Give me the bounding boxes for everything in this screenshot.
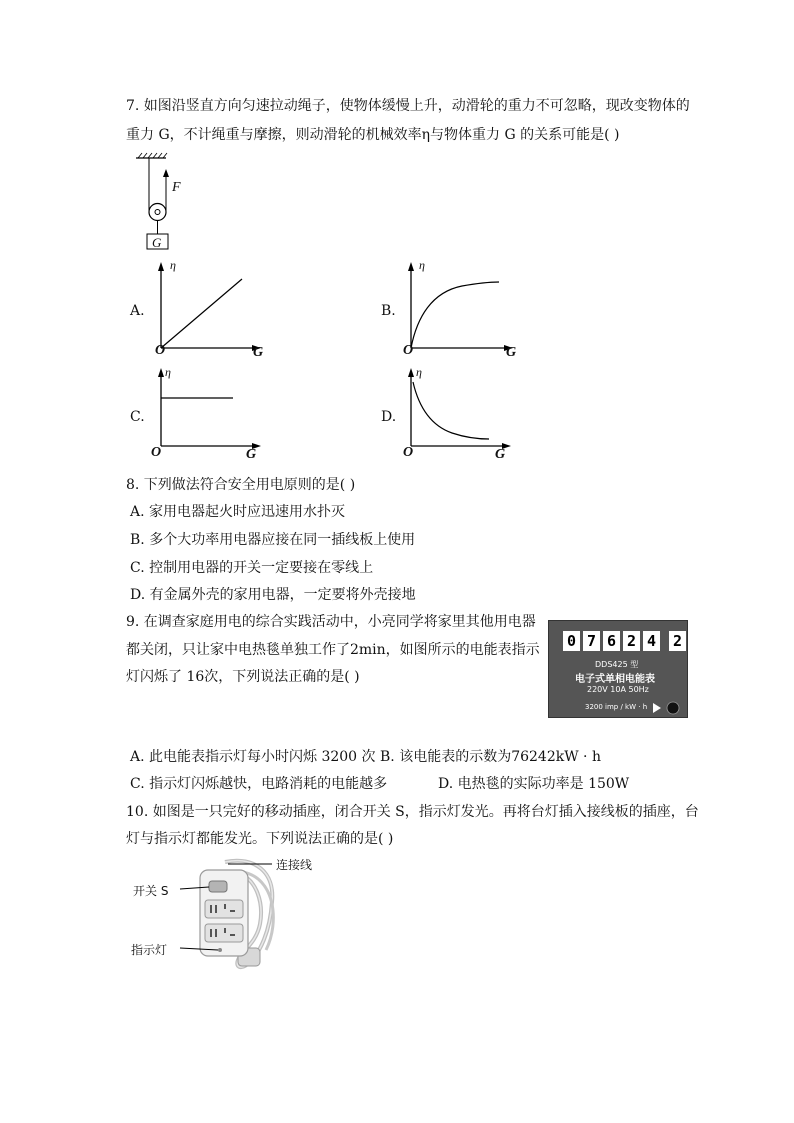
q7-stem-line2: 重力 G，不计绳重与摩擦，则动滑轮的机械效率η与物体重力 G 的关系可能是( ) [126, 127, 620, 143]
graph-a [157, 262, 267, 357]
graph-d [407, 368, 517, 453]
q9-option-a[interactable]: A. 此电能表指示灯每小时闪烁 3200 次 [130, 749, 376, 765]
meter-indicator-icon [653, 701, 683, 715]
graph-d-curve [413, 382, 489, 439]
graph-b-y-label: η [419, 258, 425, 272]
graph-b-origin: O [403, 343, 414, 358]
meter-digit: 6 [603, 631, 620, 651]
graph-d-origin: O [403, 445, 414, 460]
graph-b-curve [411, 282, 499, 348]
graph-a-x-label: G [253, 345, 264, 360]
q9-stem-line2: 都关闭，只让家中电热毯单独工作了2min，如图所示的电能表指示 [126, 642, 540, 658]
meter-digit: 0 [563, 631, 580, 651]
q7-option-d-letter[interactable]: D. [381, 409, 397, 425]
q7-option-c-letter[interactable]: C. [130, 409, 145, 425]
q10-stem-line2: 灯与指示灯都能发光。下列说法正确的是( ) [126, 831, 394, 847]
meter-model: DDS425 型 [595, 660, 639, 669]
meter-imp-constant: 3200 imp / kW · h [585, 703, 648, 711]
graph-d-x-label: G [495, 447, 506, 462]
q8-option-a[interactable]: A. 家用电器起火时应迅速用水扑灭 [130, 504, 346, 520]
meter-digit: 4 [643, 631, 660, 651]
label-switch-s: 开关 S [133, 884, 169, 898]
q9-option-c[interactable]: C. 指示灯闪烁越快，电路消耗的电能越多 [130, 776, 388, 792]
graph-a-origin: O [155, 343, 166, 358]
pulley-force-label: F [172, 180, 181, 195]
graph-c-y-label: η [165, 365, 171, 379]
q9-stem-line1: 9. 在调查家庭用电的综合实践活动中，小亮同学将家里其他用电器 [126, 614, 536, 630]
q9-option-b[interactable]: B. 该电能表的示数为76242kW · h [380, 749, 601, 765]
meter-digit: 7 [583, 631, 600, 651]
meter-digit-decimal: 2 [669, 631, 686, 651]
graph-c-x-label: G [246, 447, 257, 462]
meter-digit: 2 [623, 631, 640, 651]
graph-a-y-label: η [170, 258, 176, 272]
q9-stem-line3: 灯闪烁了 16次，下列说法正确的是( ) [126, 669, 360, 685]
q7-option-a-letter[interactable]: A. [130, 303, 145, 319]
graph-c-origin: O [151, 445, 162, 460]
meter-spec: 220V 10A 50Hz [587, 685, 649, 694]
graph-b [407, 262, 519, 357]
pulley-diagram [128, 152, 198, 252]
meter-digits [563, 631, 686, 651]
graph-d-y-label: η [416, 365, 422, 379]
energy-meter [548, 620, 688, 718]
q10-stem-line1: 10. 如图是一只完好的移动插座，闭合开关 S，指示灯发光。再将台灯插入接线板的插座，台 [126, 804, 699, 820]
q8-option-b[interactable]: B. 多个大功率用电器应接在同一插线板上使用 [130, 532, 416, 548]
graph-a-curve [161, 279, 242, 348]
graph-b-x-label: G [506, 345, 517, 360]
q7-stem-line1: 7. 如图沿竖直方向匀速拉动绳子，使物体缓慢上升，动滑轮的重力不可忽略，现改变物体的 [126, 98, 690, 114]
q9-option-d[interactable]: D. 电热毯的实际功率是 150W [438, 776, 630, 792]
label-indicator-light: 指示灯 [131, 943, 168, 957]
pulley-weight-label: G [152, 235, 162, 250]
graph-c [157, 368, 267, 453]
q8-option-d[interactable]: D. 有金属外壳的家用电器，一定要将外壳接地 [130, 587, 416, 603]
power-strip-image [180, 852, 290, 977]
label-connecting-wire: 连接线 [276, 858, 313, 872]
q7-option-b-letter[interactable]: B. [381, 303, 396, 319]
q8-stem: 8. 下列做法符合安全用电原则的是( ) [126, 477, 356, 493]
q8-option-c[interactable]: C. 控制用电器的开关一定要接在零线上 [130, 560, 374, 576]
meter-name: 电子式单相电能表 [575, 674, 655, 685]
